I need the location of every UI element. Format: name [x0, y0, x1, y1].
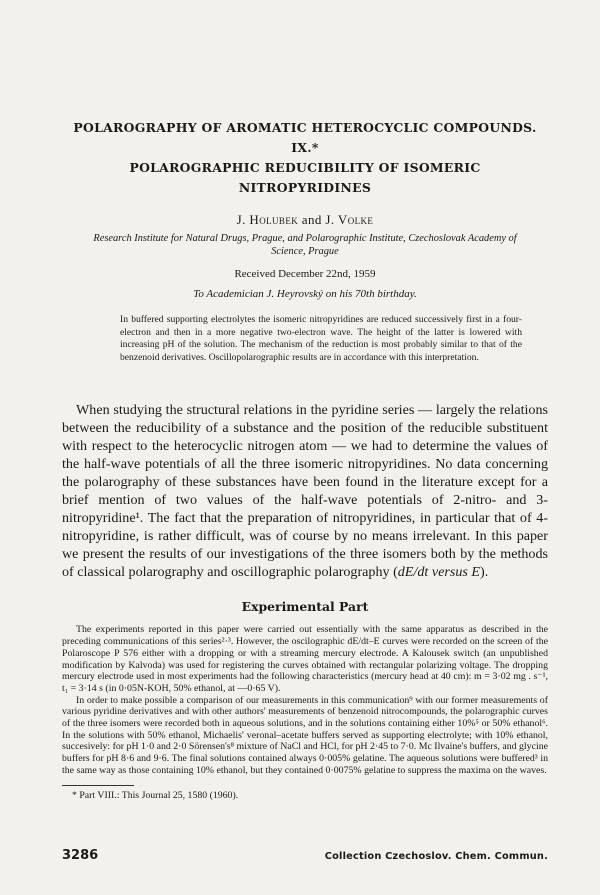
body-paragraph-2: In order to make possible a comparison of our measurements in this communication⁹ with our former measurements of various pyridine derivatives and with other authors' measurements of benzenoid nitrocompounds, the polarographic curves of the three isomers were recorded both in aqueous solutions, and in the solutions containing either 10%⁵ or 50% ethanol⁶. In the solutions with 50% ethanol, Michaelis' veronal–acetate buffers served as supporting electrolyte; with 10% ethanol, succesively: for pH 1·0 and 2·0 Sörensen's⁸ mixture of NaCl and HCl, for pH 2·45 to 7·0. Mc Ilvaine's buffers, and glycine buffers for pH 8·6 and 9·6. The final solutions contained always 0·005% gelatine. The aqueous solutions were buffered³ in the same way as those containing 10% ethanol, but they contained 0·0075% gelatine to suppress the maxima on the waves. — [62, 694, 548, 776]
section-heading: Experimental Part — [241, 599, 369, 615]
footnote: * Part VIII.: This Journal 25, 1580 (1960). — [72, 789, 239, 801]
experimental-body — [62, 624, 548, 776]
intro-paragraph — [62, 402, 548, 581]
intro-formula: dE/dt versus E — [397, 563, 480, 580]
author-1: J. Holubek — [236, 212, 299, 227]
author-2: J. Volke — [325, 212, 374, 227]
title-line-2: POLAROGRAPHIC REDUCIBILITY OF ISOMERIC NITROPYRIDINES — [129, 160, 481, 195]
paper-title — [62, 118, 548, 198]
intro-text: When studying the structural relations in the pyridine series — largely the relations between the reducibility of a substance and the position of the reducible substituent with respect to the heterocyclic nitrogen atom — we had to determine the values of the half-wave potentials of all the three isomeric nitropyridines. No data concerning the polarography of these substances have been found in the literature except for a brief mention of two values of the half-wave potentials of 2-nitro- and 3-nitropyridine¹. The fact that the preparation of nitropyridines, in particular that of 4-nitropyridine, is rather difficult, was of course by no means irrelevant. In this paper we present the results of our investigations of the three isomers both by the methods of classical polarography and oscillographic polarography ( — [62, 402, 548, 580]
footnote-divider — [62, 785, 134, 786]
intro-tail: ). — [480, 563, 489, 580]
journal-name: Collection Czechoslov. Chem. Commun. — [324, 851, 548, 862]
body-paragraph-1: The experiments reported in this paper were carried out essentially with the same apparatus as described in the preceding communications of this series²·³. However, the oscilographic dE/dt–E curves were recorded on the screen of the Polaroscope P 576 either with a dropping or with a streaming mercury electrode. A Kalousek switch (an unpublished modification by Kalvoda) was used for registering the curves obtained with rectangular polarizing voltage. The dropping mercury electrode used in most experiments had the following characteristics (mercury head at 40 cm): m = 3·02 mg . s⁻¹, t₁ = 3·14 s (in 0·05N-KOH, 50% ethanol, at —0·65 V). — [62, 624, 548, 694]
abstract: In buffered supporting electrolytes the isomeric nitropyridines are reduced successively first in a four-electron and then in a more negative two-electron wave. The height of the latter is lowered with increasing pH of the solution. The mechanism of the reduction is most probably similar to that of the benzenoid derivatives. Oscillopolarographic results are in accordance with this interpretation. — [120, 314, 522, 363]
author-line — [62, 212, 548, 228]
affiliation: Research Institute for Natural Drugs, Prague, and Polarographic Institute, Czechoslovak Academy of Science, Prague — [93, 233, 517, 257]
page-number: 3286 — [62, 848, 99, 863]
author-joiner: and — [298, 212, 326, 227]
page-footer — [62, 848, 548, 863]
title-line-1: POLAROGRAPHY OF AROMATIC HETEROCYCLIC COMPOUNDS. IX.* — [73, 120, 537, 155]
dedication: To Academician J. Heyrovský on his 70th birthday. — [193, 288, 417, 300]
received-date: Received December 22nd, 1959 — [234, 268, 376, 280]
